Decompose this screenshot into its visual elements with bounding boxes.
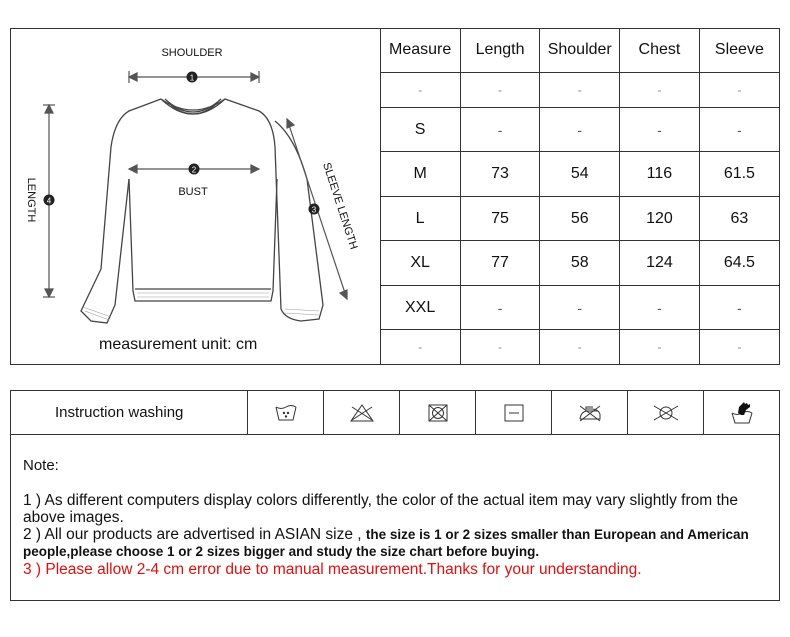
- header-shoulder: Shoulder: [540, 29, 620, 72]
- table-cell: 54: [540, 152, 620, 197]
- table-cell: -: [620, 330, 700, 364]
- table-cell: M: [381, 152, 461, 197]
- sweater-outline: [81, 99, 323, 323]
- sweater-diagram: [11, 29, 381, 364]
- dry-flat-icon: [503, 403, 525, 423]
- table-row: [381, 152, 779, 197]
- table-row: [381, 330, 779, 364]
- marker-4-text: 4: [46, 196, 52, 206]
- table-cell: 75: [460, 196, 540, 241]
- note-3-warning: 3 ) Please allow 2-4 cm error due to manual measurement.Thanks for your understanding.: [23, 561, 642, 578]
- table-cell: L: [381, 196, 461, 241]
- table-cell: 73: [460, 152, 540, 197]
- note-2-start: 2 ) All our products are advertised in ASIAN size ,: [23, 526, 366, 543]
- measurement-unit-text: measurement unit: cm: [99, 336, 258, 353]
- table-row: [381, 72, 779, 107]
- size-chart: [10, 28, 780, 365]
- table-cell: 61.5: [699, 152, 779, 197]
- table-cell: -: [620, 72, 700, 107]
- header-length: Length: [460, 29, 540, 72]
- hand-wash-cell: [704, 391, 779, 434]
- table-cell: 64.5: [699, 241, 779, 286]
- no-dry-clean-cell: [628, 391, 704, 434]
- no-iron-icon: [576, 403, 604, 423]
- table-cell: -: [540, 107, 620, 152]
- table-cell: 63: [699, 196, 779, 241]
- table-cell: -: [540, 72, 620, 107]
- marker-3-text: 3: [311, 205, 317, 215]
- wash-30-icon: [274, 403, 298, 423]
- shoulder-label: SHOULDER: [161, 47, 223, 59]
- header-chest: Chest: [620, 29, 700, 72]
- no-bleach-cell: [324, 391, 400, 434]
- size-table: [381, 29, 779, 364]
- marker-2-text: 2: [191, 165, 197, 175]
- washing-instructions: [10, 390, 780, 435]
- sleeve-length-label: SLEEVE LENGTH: [320, 161, 360, 251]
- wash-30-cell: [248, 391, 324, 434]
- length-label: LENGTH: [25, 177, 37, 223]
- table-row: [381, 107, 779, 152]
- table-cell: -: [699, 107, 779, 152]
- table-header-row: [381, 29, 779, 72]
- sweater-illustration: [11, 29, 381, 366]
- header-measure: Measure: [381, 29, 461, 72]
- table-row: [381, 285, 779, 330]
- hand-wash-icon: [730, 401, 754, 425]
- note-2: [23, 526, 767, 560]
- no-iron-cell: [552, 391, 628, 434]
- washing-label: Instruction washing: [11, 391, 248, 434]
- table-cell: -: [699, 330, 779, 364]
- table-cell: XL: [381, 241, 461, 286]
- table-cell: -: [540, 330, 620, 364]
- table-cell: 56: [540, 196, 620, 241]
- table-row: [381, 196, 779, 241]
- table-cell: 58: [540, 241, 620, 286]
- note-2-detail: the size is 1 or 2 sizes smaller than European and American people,please choose 1 or 2 sizes bigger and study the size chart before buying.: [23, 527, 749, 559]
- no-dry-clean-icon: [651, 403, 681, 423]
- no-tumble-dry-icon: [427, 403, 449, 423]
- table-cell: -: [418, 340, 423, 355]
- table-cell: -: [699, 285, 779, 330]
- no-tumble-dry-cell: [400, 391, 476, 434]
- table-cell: -: [460, 72, 540, 107]
- note-1: 1 ) As different computers display colors differently, the color of the actual item may vary slightly from the above images.: [23, 492, 739, 526]
- header-sleeve: Sleeve: [699, 29, 779, 72]
- dry-flat-cell: [476, 391, 552, 434]
- table-cell: XXL: [381, 285, 461, 330]
- table-cell: -: [460, 330, 540, 364]
- note-title: Note:: [23, 457, 59, 474]
- bust-label: BUST: [178, 186, 208, 198]
- no-bleach-icon: [349, 403, 375, 423]
- table-cell: -: [620, 107, 700, 152]
- marker-1-text: 1: [189, 73, 195, 83]
- table-row: [381, 241, 779, 286]
- table-cell: 124: [620, 241, 700, 286]
- table-cell: 77: [460, 241, 540, 286]
- table-cell: -: [540, 285, 620, 330]
- table-cell: -: [460, 285, 540, 330]
- table-cell: -: [381, 72, 461, 107]
- table-cell: -: [460, 107, 540, 152]
- table-cell: -: [620, 285, 700, 330]
- table-cell: 120: [620, 196, 700, 241]
- table-cell: S: [381, 107, 461, 152]
- table-cell: 116: [620, 152, 700, 197]
- table-cell: -: [699, 72, 779, 107]
- notes-box: [10, 434, 780, 601]
